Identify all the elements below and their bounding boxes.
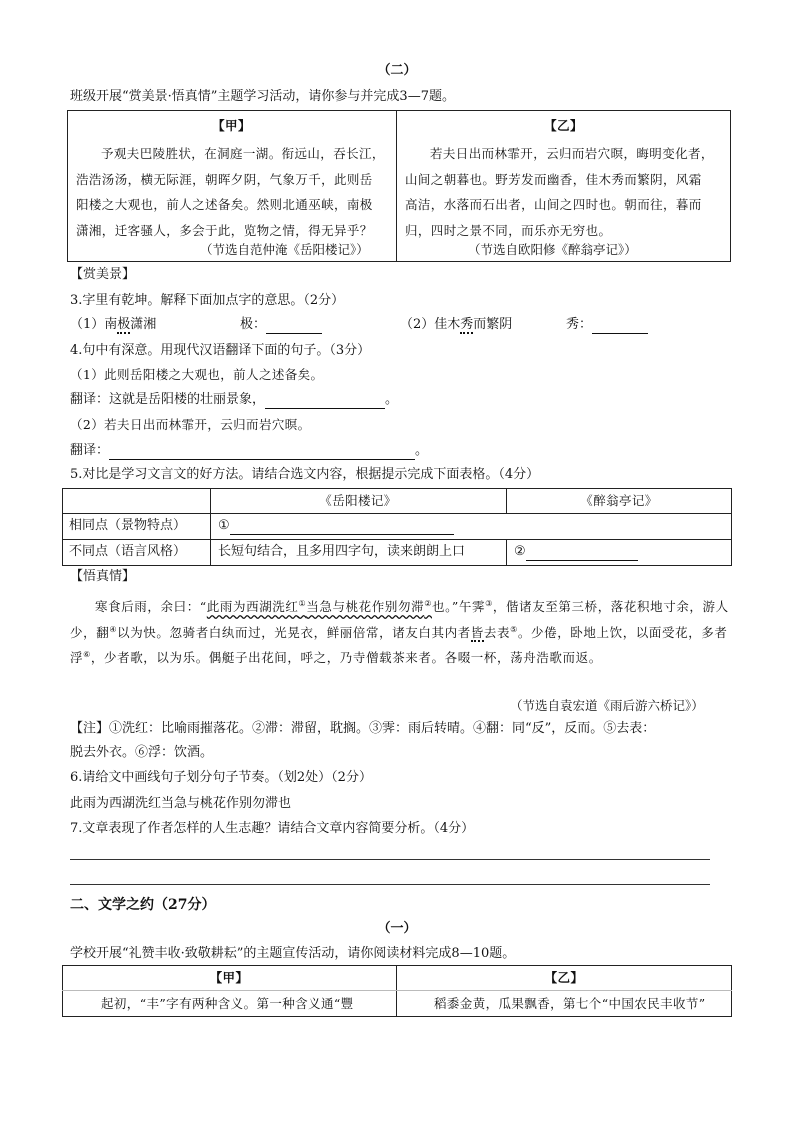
jia-line: 潇湘，迁客骚人，多会于此，览物之情，得无异乎？: [76, 222, 373, 238]
text: 而繁阴: [473, 317, 513, 332]
question-6-stem: 6.请给文中画线句子划分句子节奏。（划2处）（2分）: [70, 770, 372, 785]
text: ，偕诸友至第三桥，落花积地寸余，游人少，翻: [70, 599, 729, 640]
jia-line: 阳楼之大观也，前人之述备矣。然则北通巫峡，南极: [76, 197, 373, 212]
dotted-char: 皆: [470, 624, 484, 640]
text: ②: [514, 544, 526, 559]
activity-intro: 班级开展“赏美景·悟真情”主题学习活动，请你参与并完成3—7题。: [70, 89, 455, 104]
answer-blank[interactable]: [266, 319, 322, 334]
text: 翻译：这就是岳阳楼的壮丽景象，: [70, 392, 266, 407]
yi-label-b: 【乙】: [544, 970, 584, 985]
row-label-same: 相同点（景物特点）: [69, 518, 187, 533]
row-diff-yueyang: 长短句结合，且多用四字句，读来朗朗上口: [218, 544, 466, 559]
table-rule: [506, 539, 507, 566]
underlined-sentence: [207, 599, 432, 614]
notes-line-2: 脱去外衣。⑥浮：饮酒。: [70, 745, 214, 760]
part-2-subheading: （一）: [377, 921, 417, 936]
yi-source: （节选自欧阳修《醉翁亭记》）: [468, 242, 637, 257]
answer-label: 秀：: [566, 317, 593, 332]
table-rule: [62, 539, 732, 540]
note-mark: ②: [424, 598, 432, 608]
answer-line[interactable]: [70, 859, 710, 860]
row-answer-same: [218, 517, 454, 535]
text: ，少者歌，以为乐。偶艇子出花间，呼之，乃寺僧载茶来者。各啜一杯，荡舟浩歌而返。: [90, 650, 602, 665]
question-6-sentence: 此雨为西湖洗红当急与桃花作别勿滞也: [70, 796, 292, 811]
yi-label: 【乙】: [544, 118, 583, 133]
question-3-stem: 3.字里有乾坤。解释下面加点字的意思。（2分）: [70, 293, 345, 308]
jia-label-b: 【甲】: [209, 970, 249, 985]
section-label-wu: 【悟真情】: [70, 569, 136, 584]
section-label-shang: 【赏美景】: [70, 267, 136, 282]
part-2-title: 二、文学之约（27分）: [70, 897, 216, 913]
yi-passage: [405, 141, 714, 243]
part-2-intro: 学校开展“礼赞丰收·致敬耕耘”的主题宣传活动，请你阅读材料完成8—10题。: [70, 946, 516, 961]
text: 翻译：: [70, 443, 110, 458]
question-3-item-1: [70, 316, 156, 334]
question-3-item-2: [400, 316, 512, 334]
passage-source: （节选自袁宏道《雨后游六桥记》）: [510, 698, 704, 713]
answer-line[interactable]: [70, 884, 710, 885]
text: ①: [218, 518, 230, 533]
question-4-stem: 4.句中有深意。用现代汉语翻译下面的句子。（3分）: [70, 343, 371, 358]
row-label-diff: 不同点（语言风格）: [69, 544, 187, 559]
jia-source: （节选自范仲淹《岳阳楼记》）: [200, 242, 369, 257]
yi-line: 高洁，水落而石出者，山间之四时也。朝而往，暮而: [405, 197, 702, 212]
notes-line-1: 【注】①洗红：比喻雨摧落花。②滞：滞留，耽搁。③霁：雨后转晴。④翻：同“反”，反而。⑤去表：: [70, 721, 656, 736]
question-5-stem: 5.对比是学习文言文的好方法。请结合选文内容，根据提示完成下面表格。（4分）: [70, 467, 540, 482]
dotted-char: 秀: [460, 317, 474, 332]
question-4-sentence-2: （2）若夫日出而林霏开，云归而岩穴暝。: [70, 417, 311, 432]
yi-line: 山间之朝暮也。野芳发而幽香，佳木秀而繁阴，风霜: [405, 171, 702, 187]
jia-passage: [76, 141, 385, 243]
jia-label: 【甲】: [212, 118, 251, 133]
dotted-char: 极: [117, 317, 131, 332]
answer-label: 极：: [240, 317, 267, 332]
text: 去表: [483, 624, 511, 640]
answer-blank[interactable]: [109, 445, 415, 460]
reading-passage: [70, 594, 730, 671]
question-7-stem: 7.文章表现了作者怎样的人生志趣？请结合文章内容简要分析。（4分）: [70, 821, 475, 836]
jia-line: 浩浩汤汤，横无际涯，朝晖夕阴，气象万千，此则岳: [76, 171, 373, 187]
text: （2）佳木: [400, 317, 461, 332]
jia-line: 予观夫巴陵胜状，在洞庭一湖。衔远山，吞长江，: [101, 146, 385, 161]
text: 。少倦，卧地上饮，以面受花，多者浮: [70, 624, 728, 665]
text: 当急与桃花作别勿滞: [306, 599, 425, 614]
table-header-yueyang: 《岳阳楼记》: [319, 493, 397, 508]
row-answer-diff: [514, 543, 638, 561]
yi-line: 若夫日出而林霏开，云归而岩穴暝，晦明变化者，: [430, 146, 714, 161]
section-heading: （二）: [377, 63, 417, 78]
note-mark: ④: [109, 624, 118, 634]
question-4-translation-1: [70, 391, 398, 409]
answer-blank[interactable]: [592, 319, 648, 334]
text: 也。”午霁: [431, 599, 486, 614]
question-4-sentence-1: （1）此则岳阳楼之大观也，前人之述备矣。: [70, 367, 324, 382]
question-3-answer-1: [240, 316, 322, 334]
table-rule: [62, 513, 732, 514]
text: 此雨为西湖洗红: [206, 599, 299, 614]
text: 。: [415, 443, 429, 458]
text: （1）南: [70, 317, 118, 332]
table-header-rule: [62, 990, 732, 991]
text: 潇湘: [130, 317, 157, 332]
question-4-translation-2: [70, 442, 428, 460]
note-mark: ①: [298, 598, 307, 608]
answer-blank[interactable]: [230, 520, 454, 535]
table-header-zuiweng: 《醉翁亭记》: [580, 493, 658, 508]
note-mark: ⑥: [83, 649, 91, 659]
answer-blank[interactable]: [526, 546, 638, 561]
note-mark: ③: [485, 598, 493, 608]
text: 以为快。忽骑者白纨而过，光晃衣，鲜丽倍常，诸友白其内者: [117, 624, 471, 640]
yi-line: 归，四时之景不同，而乐亦无穷也。: [405, 222, 612, 238]
jia-text-b: 起初，“丰”字有两种含义。第一种含义通“豐: [101, 996, 354, 1011]
answer-blank[interactable]: [265, 394, 385, 409]
note-mark: ⑤: [510, 624, 518, 634]
text: 。: [385, 392, 399, 407]
question-3-answer-2: [566, 316, 648, 334]
text: 寒食后雨，余曰：“: [95, 599, 207, 614]
yi-text-b: 稻黍金黄，瓜果飘香，第七个“中国农民丰收节”: [434, 996, 706, 1011]
